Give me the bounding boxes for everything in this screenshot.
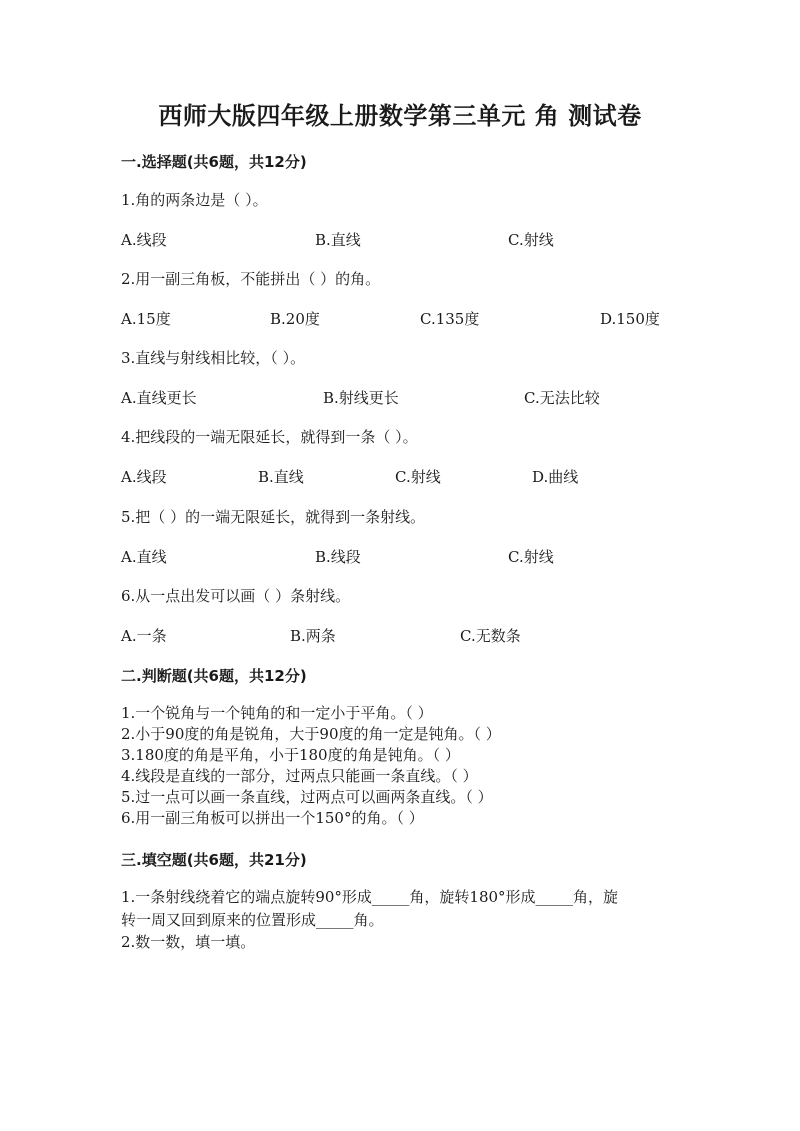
q4-option-a: A.线段 [121,468,167,486]
question-4: 4.把线段的一端无限延长，就得到一条（ ）。 [121,428,418,446]
judgment-item-4: 4.线段是直线的一部分，过两点只能画一条直线。（ ） [121,767,478,785]
q4-option-b: B.直线 [258,468,304,486]
q1-option-b: B.直线 [315,231,361,249]
section-heading-judgment: 二.判断题(共6题，共12分) [121,667,307,685]
fill-blank-item-1-line-1: 1.一条射线绕着它的端点旋转90°形成_____角，旋转180°形成_____角，旋 [121,888,619,906]
judgment-item-2: 2.小于90度的角是锐角，大于90度的角一定是钝角。（ ） [121,725,501,743]
q6-option-a: A.一条 [121,627,167,645]
q3-option-a: A.直线更长 [121,389,197,407]
q1-option-c: C.射线 [508,231,554,249]
judgment-item-5: 5.过一点可以画一条直线，过两点可以画两条直线。（ ） [121,788,493,806]
judgment-item-3: 3.180度的角是平角，小于180度的角是钝角。（ ） [121,746,460,764]
q4-option-d: D.曲线 [532,468,579,486]
section-heading-fill-blank: 三.填空题(共6题，共21分) [121,851,307,869]
question-2: 2.用一副三角板，不能拼出（ ）的角。 [121,270,381,288]
q2-option-d: D.150度 [600,310,660,328]
question-5: 5.把（ ）的一端无限延长，就得到一条射线。 [121,508,426,526]
judgment-item-6: 6.用一副三角板可以拼出一个150°的角。（ ） [121,809,424,827]
q6-option-c: C.无数条 [460,627,521,645]
fill-blank-item-2: 2.数一数，填一填。 [121,933,256,951]
q5-option-a: A.直线 [121,548,167,566]
question-6: 6.从一点出发可以画（ ）条射线。 [121,587,351,605]
question-3: 3.直线与射线相比较，（ ）。 [121,349,306,367]
page-title: 西师大版四年级上册数学第三单元 角 测试卷 [158,102,642,130]
q1-option-a: A.线段 [121,231,167,249]
q3-option-c: C.无法比较 [524,389,600,407]
question-1: 1.角的两条边是（ ）。 [121,191,268,209]
q2-option-b: B.20度 [270,310,320,328]
q5-option-b: B.线段 [315,548,361,566]
q6-option-b: B.两条 [290,627,336,645]
q4-option-c: C.射线 [395,468,441,486]
q2-option-c: C.135度 [420,310,480,328]
q2-option-a: A.15度 [121,310,171,328]
section-heading-choice: 一.选择题(共6题，共12分) [121,153,307,171]
fill-blank-item-1-line-2: 转一周又回到原来的位置形成_____角。 [121,911,384,929]
q5-option-c: C.射线 [508,548,554,566]
q3-option-b: B.射线更长 [323,389,399,407]
judgment-item-1: 1.一个锐角与一个钝角的和一定小于平角。（ ） [121,704,433,722]
